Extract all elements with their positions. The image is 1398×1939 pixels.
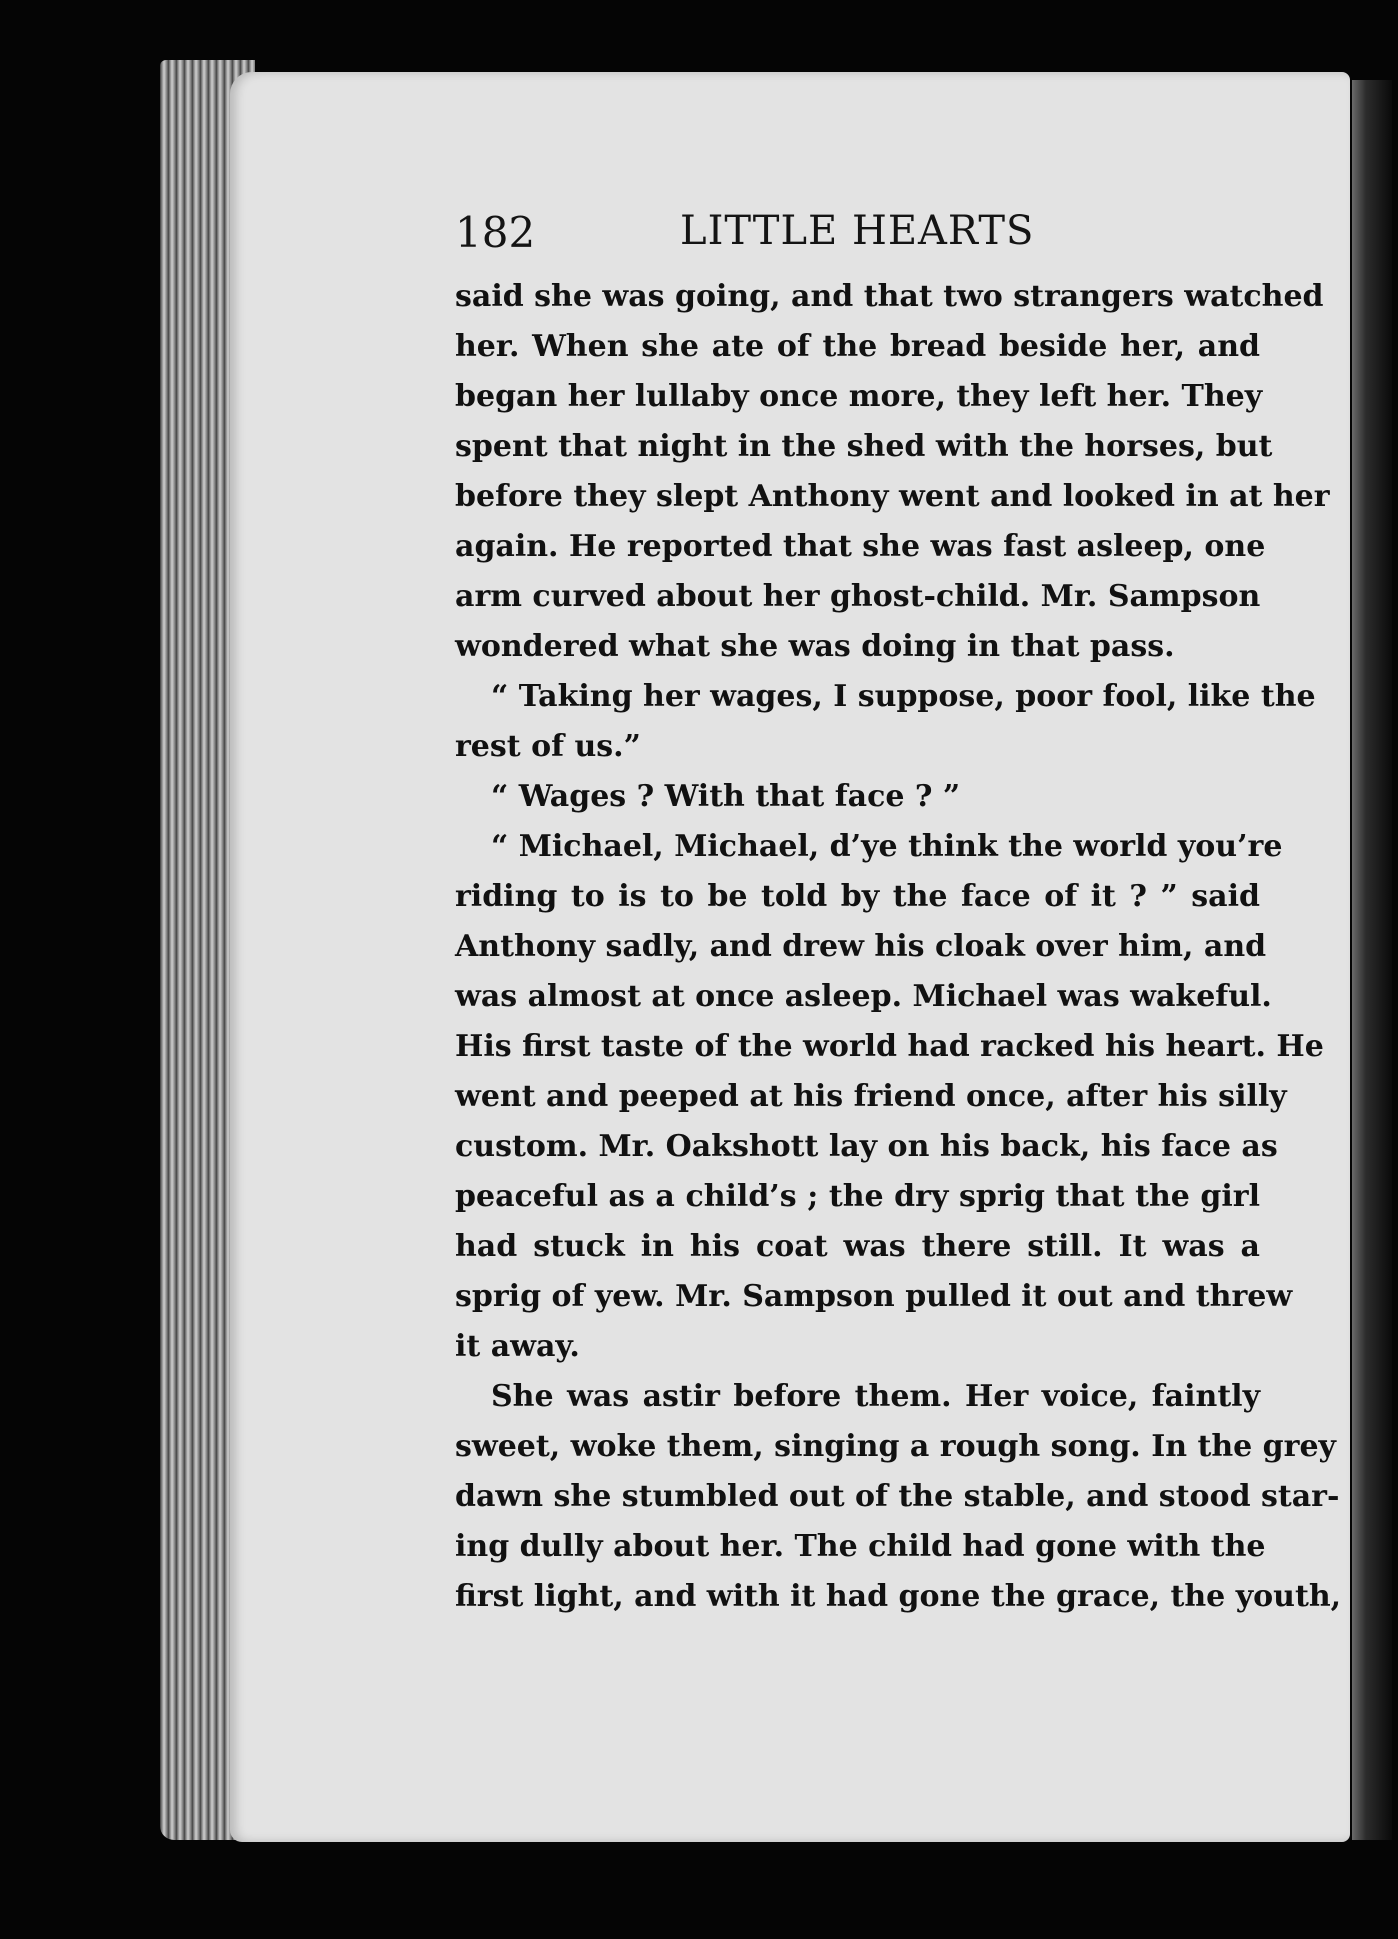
text-line: it away. <box>455 1329 580 1364</box>
page-number: 182 <box>455 208 536 257</box>
text-line: arm curved about her ghost-child. Mr. Sampson <box>455 579 1261 614</box>
text-line: His first taste of the world had racked his heart. He <box>455 1029 1324 1064</box>
text-line: dawn she stumbled out of the stable, and stood star- <box>455 1479 1340 1514</box>
text-line: said she was going, and that two strangers watched <box>455 279 1324 314</box>
text-line: wondered what she was doing in that pass. <box>455 629 1175 664</box>
text-line: sprig of yew. Mr. Sampson pulled it out and threw <box>455 1279 1293 1314</box>
text-line: peaceful as a child’s ; the dry sprig that the girl <box>455 1179 1260 1214</box>
running-head <box>455 208 1355 268</box>
text-line: sweet, woke them, singing a rough song. In the grey <box>455 1429 1336 1464</box>
page-curl <box>1352 80 1392 1840</box>
body-text <box>455 272 1342 1622</box>
text-line: ing dully about her. The child had gone with the <box>455 1529 1266 1564</box>
text-line: first light, and with it had gone the grace, the youth, <box>455 1579 1342 1614</box>
text-line: custom. Mr. Oakshott lay on his back, his face as <box>455 1129 1278 1164</box>
text-line: “ Wages ? With that face ? ” <box>491 779 961 814</box>
text-line: was almost at once asleep. Michael was wakeful. <box>455 979 1272 1014</box>
text-line: before they slept Anthony went and looked in at her <box>455 479 1330 514</box>
text-line: went and peeped at his friend once, after his silly <box>455 1079 1287 1114</box>
text-line: riding to is to be told by the face of it ? ” said <box>455 879 1260 914</box>
text-line: began her lullaby once more, they left her. They <box>455 379 1263 414</box>
text-line: She was astir before them. Her voice, faintly <box>491 1379 1260 1414</box>
text-line: rest of us.” <box>455 729 641 764</box>
text-line: “ Michael, Michael, d’ye think the world you’re <box>491 829 1283 864</box>
text-line: spent that night in the shed with the horses, but <box>455 429 1273 464</box>
running-title: LITTLE HEARTS <box>680 208 1035 254</box>
text-line: Anthony sadly, and drew his cloak over him, and <box>455 929 1267 964</box>
text-line: had stuck in his coat was there still. It was a <box>455 1229 1260 1264</box>
text-line: “ Taking her wages, I suppose, poor fool, like the <box>491 679 1316 714</box>
text-line: again. He reported that she was fast asleep, one <box>455 529 1266 564</box>
text-line: her. When she ate of the bread beside her, and <box>455 329 1260 364</box>
